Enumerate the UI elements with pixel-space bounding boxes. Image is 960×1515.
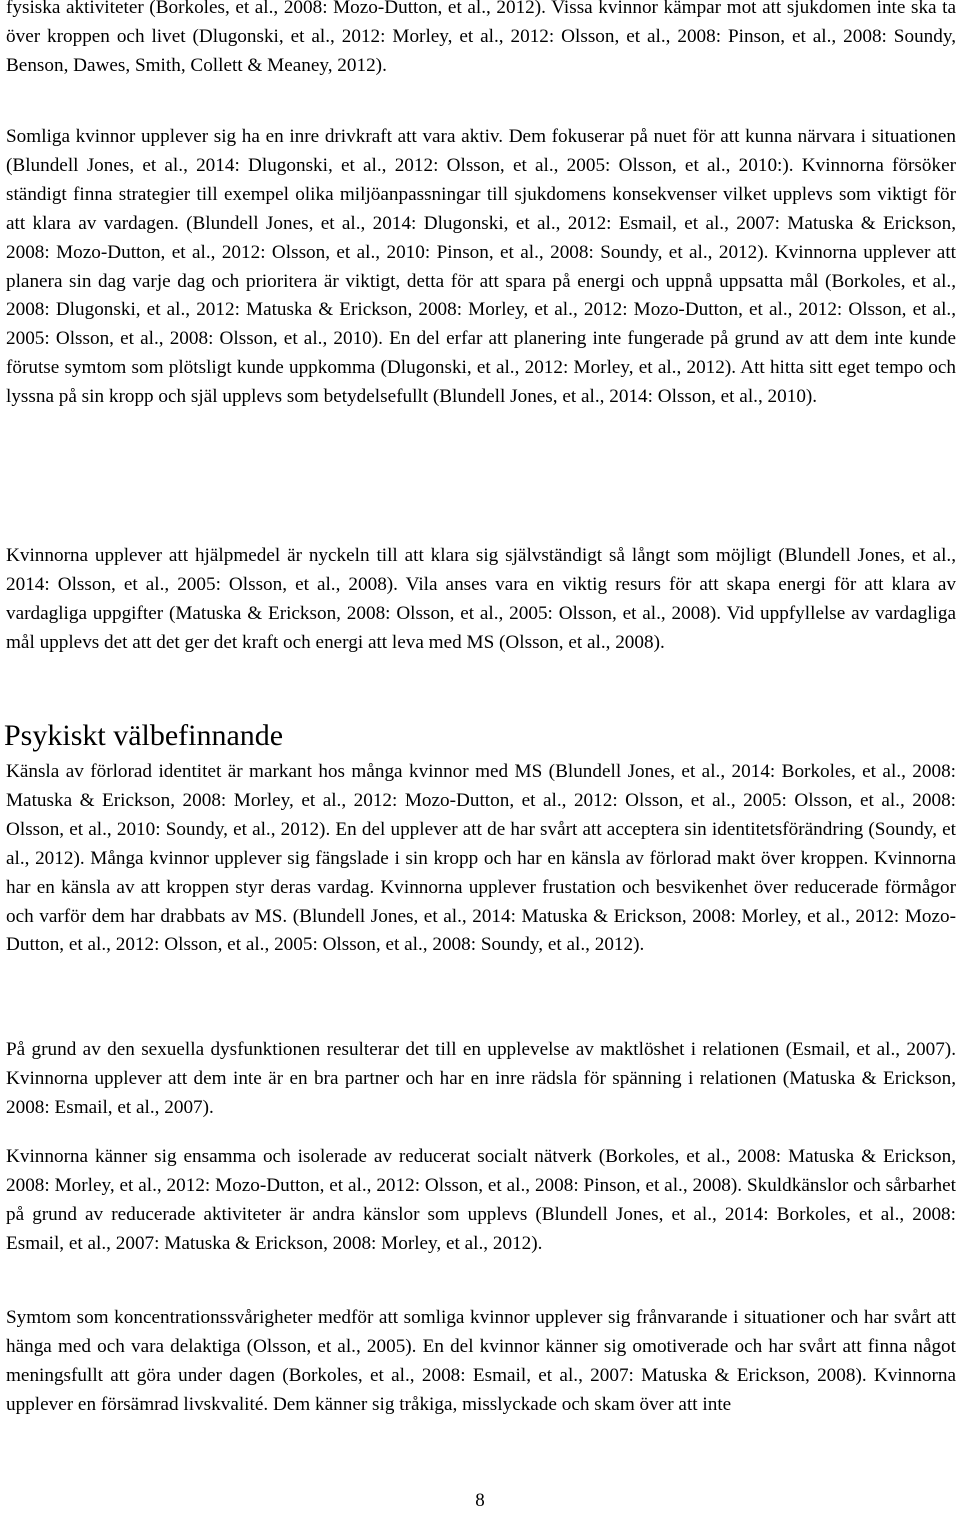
paragraph-loneliness: Kvinnorna känner sig ensamma och isolerade av reducerat socialt nätverk (Borkoles, et al., 2008: Matuska & Erickson, 2008: Morley, et al., 2012: Mozo-Dutton, et al., 2012: Olsson, et al., 2008: Pinson, et al., 2008). Skuldkänslor och sårbarhet på grund av reducerade aktiviteter är andra känslor som upplevs (Blundell Jones, et al., 2014: Borkoles, et al., 2008: Esmail, et al., 2007: Matuska & Erickson, 2008: Morley, et al., 2012). xyxy=(6,1146,956,1254)
paragraph-aids-and-rest: Kvinnorna upplever att hjälpmedel är nyckeln till att klara sig självständigt så långt som möjligt (Blundell Jones, et al., 2014: Olsson, et al., 2005: Olsson, et al., 2008). Vila anses vara en viktig resurs för att skapa energi för att klara av vardagliga uppgifter (Matuska & Erickson, 2008: Olsson, et al., 2005: Olsson, et al., 2008). Vid uppfyllelse av vardagliga mål upplevs det att det ger det kraft och energi att leva med MS (Olsson, et al., 2008). xyxy=(6,545,956,653)
paragraph-concentration: Symtom som koncentrationssvårigheter medför att somliga kvinnor upplever sig frånvarande i situationer och har svårt att hänga med och vara delaktiga (Olsson, et al., 2005). En del kvinnor känner sig omotiverade och har svårt att finna något meningsfullt att göra under dagen (Borkoles, et al., 2008: Esmail, et al., 2007: Matuska & Erickson, 2008). Kvinnorna upplever en försämrad livskvalité. Dem känner sig tråkiga, misslyckade och skam över att inte xyxy=(6,1307,956,1415)
page-number: 8 xyxy=(475,1490,485,1511)
paragraph-lost-identity: Känsla av förlorad identitet är markant hos många kvinnor med MS (Blundell Jones, et al., 2014: Borkoles, et al., 2008: Matuska & Erickson, 2008: Morley, et al., 2012: Mozo-Dutton, et al., 2012: Olsson, et al., 2005: Olsson, et al., 2008: Olsson, et al., 2010: Soundy, et al., 2012). En del upplever att de har svårt att acceptera sin identitetsförändring (Soundy, et al., 2012). Många kvinnor upplever sig fängslade i sin kropp och har en känsla av förlorad makt över kroppen. Kvinnorna har en känsla av att kroppen styr deras vardag. Kvinnorna upplever frustation och besvikenhet över reducerade förmågor och varför dem har drabbats av MS. (Blundell Jones, et al., 2014: Matuska & Erickson, 2008: Morley, et al., 2012: Mozo-Dutton, et al., 2012: Olsson, et al., 2005: Olsson, et al., 2008: Soundy, et al., 2012). xyxy=(6,761,956,956)
section-heading: Psykiskt välbefinnande xyxy=(4,719,284,752)
paragraph-inner-drive: Somliga kvinnor upplever sig ha en inre drivkraft att vara aktiv. Dem fokuserar på nuet för att kunna närvara i situationen (Blundell Jones, et al., 2014: Dlugonski, et al., 2012: Olsson, et al., 2005: Olsson, et al., 2010:). Kvinnorna försöker ständigt finna strategier till exempel olika miljöanpassningar till sjukdomens konsekvenser vilket upplevs som viktigt för att klara av vardagen. (Blundell Jones, et al., 2014: Dlugonski, et al., 2012: Esmail, et al., 2007: Matuska & Erickson, 2008: Mozo-Dutton, et al., 2012: Olsson, et al., 2010: Pinson, et al., 2008: Soundy, et al., 2012). Kvinnorna upplever att planera sin dag varje dag och prioritera är viktigt, detta för att spara på energi och uppnå uppsatta mål (Borkoles, et al., 2008: Dlugonski, et al., 2012: Matuska & Erickson, 2008: Morley, et al., 2012: Mozo-Dutton, et al., 2012: Olsson, et al., 2005: Olsson, et al., 2008: Olsson, et al., 2010). En del erfar att planering inte fungerade på grund av att dem inte kunde förutse symtom som plötsligt kunde uppkomma (Dlugonski, et al., 2012: Morley, et al., 2012). Att hitta sitt eget tempo och lyssna på sin kropp och själ upplevs som betydelsefullt (Blundell Jones, et al., 2014: Olsson, et al., 2010). xyxy=(6,126,956,408)
paragraph-physical-activity: fysiska aktiviteter (Borkoles, et al., 2008: Mozo-Dutton, et al., 2012). Vissa kvinnor kämpar mot att sjukdomen inte ska ta över kroppen och livet (Dlugonski, et al., 2012: Morley, et al., 2012: Olsson, et al., 2008: Pinson, et al., 2008: Soundy, Benson, Dawes, Smith, Collett & Meaney, 2012). xyxy=(6,0,956,76)
paragraph-sexual-dysfunction: På grund av den sexuella dysfunktionen resulterar det till en upplevelse av maktlöshet i relationen (Esmail, et al., 2007). Kvinnorna upplever att dem inte är en bra partner och har en inre rädsla för spänning i relationen (Matuska & Erickson, 2008: Esmail, et al., 2007). xyxy=(6,1039,956,1118)
